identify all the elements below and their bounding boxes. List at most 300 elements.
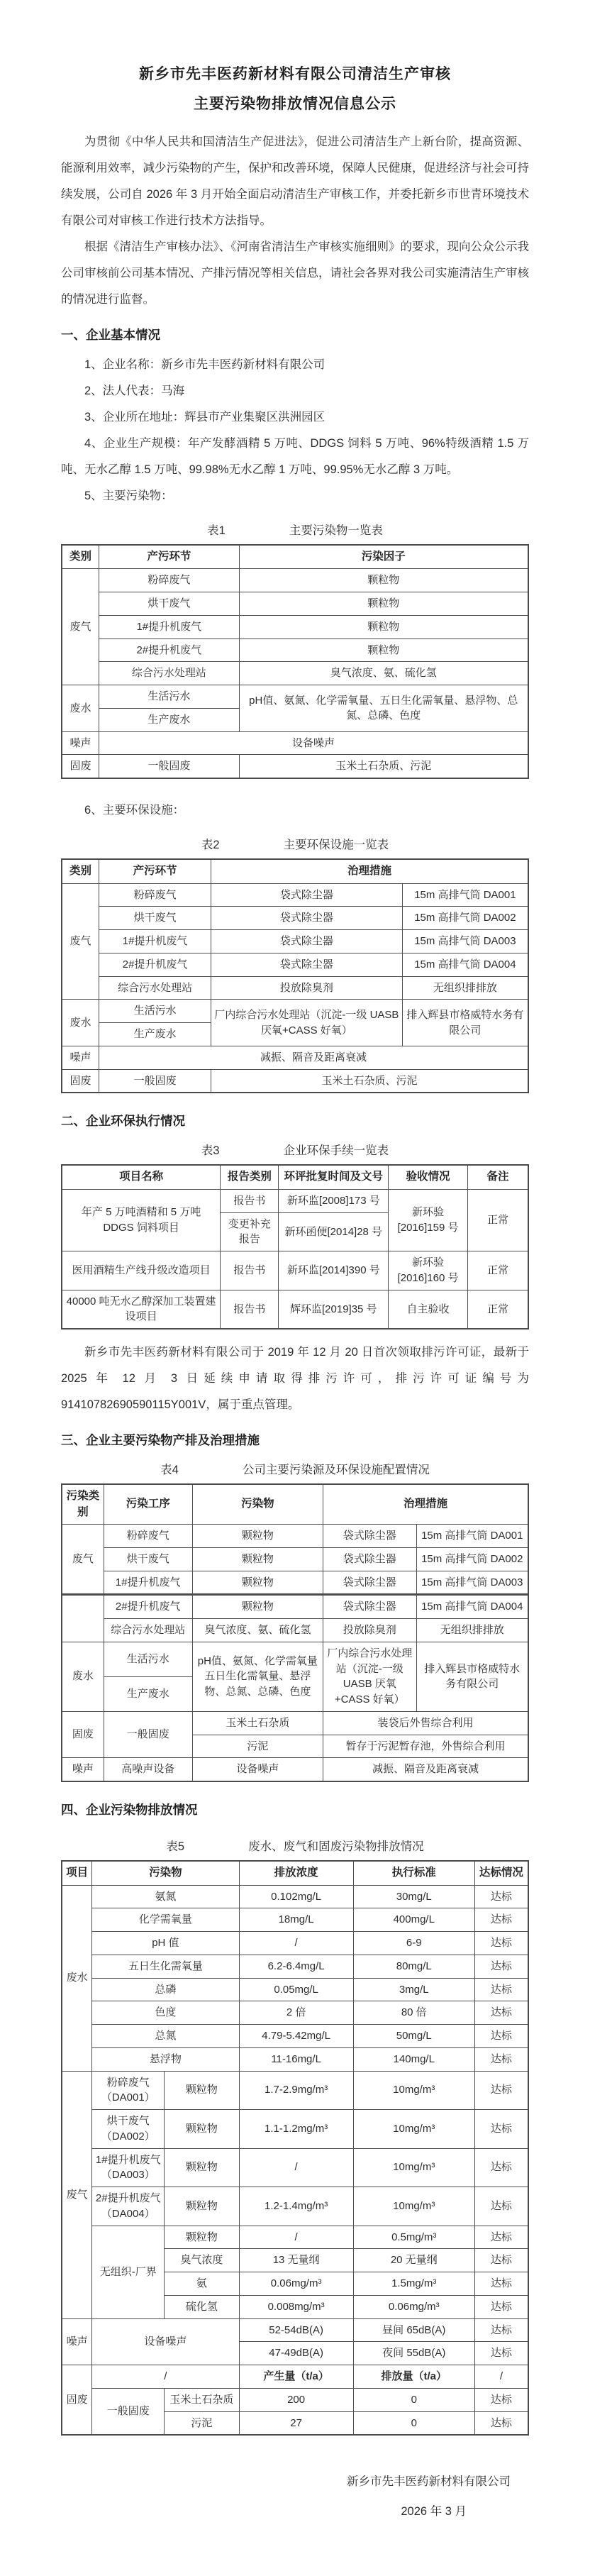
table-row bbox=[62, 592, 528, 616]
table-cell: 排入辉县市格威特水务有限公司 bbox=[402, 1000, 528, 1046]
table-header-row bbox=[62, 1484, 528, 1524]
table-cell: 排入辉县市格威特水务有限公司 bbox=[416, 1642, 528, 1711]
intro-paragraph-1: 为贯彻《中华人民共和国清洁生产促进法》，促进公司清洁生产上新台阶，提高资源、能源利用效率，减少污染物的产生，保护和改善环境，保障人民健康，促进经济与社会可持续发展，公司自 2026 年 3 月开始全面启动清洁生产审核工作，并委托新乡市世青环境技术有限公司对审核工作进行技术方法指导。 bbox=[61, 136, 529, 227]
table-cell: 颗粒物 bbox=[192, 1595, 323, 1619]
table-cell: 自主验收 bbox=[389, 1290, 468, 1329]
table-cell: 设备噪声 bbox=[92, 2318, 239, 2365]
table-cell: 固废 bbox=[62, 1711, 104, 1758]
table-cell: 50mg/L bbox=[353, 2025, 474, 2048]
table-row bbox=[62, 639, 528, 662]
table5-label: 表5 bbox=[166, 1840, 185, 1854]
table-cell: 一般固废 bbox=[99, 1069, 211, 1093]
table-cell: 达标 bbox=[474, 2025, 528, 2048]
table-cell: 13 无量纲 bbox=[239, 2249, 353, 2272]
table-cell: 设备噪声 bbox=[192, 1758, 323, 1781]
table-cell: 15m 高排气筒 DA002 bbox=[402, 907, 528, 930]
table-cell: 11-16mg/L bbox=[239, 2047, 353, 2071]
table-cell: 4.79-5.42mg/L bbox=[239, 2025, 353, 2048]
table-cell: 综合污水处理站 bbox=[104, 1619, 192, 1642]
table-cell: 无组织排排放 bbox=[416, 1619, 528, 1642]
table-cell: 生产废水 bbox=[99, 1023, 211, 1046]
table4-caption bbox=[61, 1460, 529, 1477]
table1-title: 主要污染物一览表 bbox=[289, 524, 383, 537]
table5-caption bbox=[61, 1837, 529, 1854]
table-row bbox=[62, 1595, 528, 1619]
table-cell: / bbox=[239, 2148, 353, 2187]
table-cell: 18mg/L bbox=[239, 1908, 353, 1932]
table-cell: 1#提升机废气 bbox=[99, 930, 211, 953]
table-cell: 2#提升机废气 bbox=[99, 639, 239, 662]
table-cell: 一般固废 bbox=[92, 2388, 165, 2435]
table-cell: 15m 高排气筒 DA001 bbox=[402, 883, 528, 907]
table-cell: 氨氮 bbox=[92, 1885, 239, 1908]
table-cell: 玉米土石杂质、污泥 bbox=[211, 1069, 528, 1093]
table-row bbox=[62, 2001, 528, 2025]
table-cell: 报告书 bbox=[221, 1251, 279, 1290]
table-row bbox=[62, 953, 528, 976]
table-cell: 生活污水 bbox=[99, 1000, 211, 1023]
table-cell: 颗粒物 bbox=[192, 1525, 323, 1548]
table-cell: 颗粒物 bbox=[239, 569, 528, 592]
table-cell: 200 bbox=[239, 2388, 353, 2411]
table-row bbox=[62, 2365, 528, 2389]
table-row bbox=[62, 1046, 528, 1069]
table-cell: 袋式除尘器 bbox=[323, 1547, 416, 1571]
table-cell: 变更补充报告 bbox=[221, 1212, 279, 1251]
table-cell: 达标 bbox=[474, 2226, 528, 2249]
table-cell: 0.5mg/m³ bbox=[353, 2226, 474, 2249]
table-cell: 达标 bbox=[474, 2272, 528, 2296]
table-row bbox=[62, 1000, 528, 1023]
table-cell: 废水 bbox=[62, 1000, 99, 1046]
table-cell: 颗粒物 bbox=[165, 2148, 239, 2187]
table1-label: 表1 bbox=[207, 524, 226, 537]
table-cell: 高噪声设备 bbox=[104, 1758, 192, 1781]
table-cell: 噪声 bbox=[62, 2318, 92, 2365]
table-row bbox=[62, 2226, 528, 2249]
table-row bbox=[62, 1525, 528, 1548]
table-cell: 达标 bbox=[474, 2318, 528, 2342]
signature-date: 2026 年 3 月 bbox=[401, 2505, 467, 2519]
table-cell: 袋式除尘器 bbox=[323, 1571, 416, 1595]
table-cell: 生产废水 bbox=[104, 1676, 192, 1711]
table-cell: 袋式除尘器 bbox=[211, 883, 403, 907]
table-cell: 颗粒物 bbox=[165, 2226, 239, 2249]
table-cell: 达标 bbox=[474, 2342, 528, 2365]
table-cell: / bbox=[239, 2226, 353, 2249]
table-cell: 颗粒物 bbox=[239, 592, 528, 616]
table-header-cell: 污染物 bbox=[92, 1861, 239, 1885]
table-row bbox=[62, 731, 528, 755]
table-row bbox=[62, 1189, 528, 1212]
table-row bbox=[62, 569, 528, 592]
table-cell: 15m 高排气筒 DA001 bbox=[416, 1525, 528, 1548]
table-row bbox=[62, 907, 528, 930]
table-cell: 报告书 bbox=[221, 1290, 279, 1329]
basic-info-item-4: 4、企业生产规模：年产发酵酒精 5 万吨、DDGS 饲料 5 万吨、96%特级酒精 1.5 万吨、无水乙醇 1.5 万吨、99.98%无水乙醇 1 万吨、99.95%无水乙醇 3 万吨。 bbox=[61, 437, 529, 476]
table-cell: 10mg/m³ bbox=[353, 2071, 474, 2110]
table-cell: 总磷 bbox=[92, 1978, 239, 2001]
table-header-cell: 类别 bbox=[62, 545, 99, 569]
table-header-cell: 治理措施 bbox=[323, 1484, 528, 1524]
table-header-cell: 排放浓度 bbox=[239, 1861, 353, 1885]
table-cell: 2#提升机废气 bbox=[104, 1595, 192, 1619]
table-cell: 颗粒物 bbox=[165, 2187, 239, 2226]
table-cell: 厂内综合污水处理站（沉淀-一级 UASB 厌氧+CASS 好氧） bbox=[323, 1642, 416, 1711]
table-row bbox=[62, 1642, 528, 1676]
table-cell: 2 倍 bbox=[239, 2001, 353, 2025]
table-cell: 15m 高排气筒 DA002 bbox=[416, 1547, 528, 1571]
table5-title: 废水、废气和固废污染物排放情况 bbox=[248, 1840, 424, 1854]
table-cell: 综合污水处理站 bbox=[99, 976, 211, 1000]
intro-section bbox=[61, 129, 529, 313]
table-cell: 正常 bbox=[467, 1290, 528, 1329]
table-cell: 臭气浓度、氨、硫化氢 bbox=[239, 662, 528, 685]
table4-label: 表4 bbox=[160, 1464, 179, 1477]
table-cell: 10mg/m³ bbox=[353, 2148, 474, 2187]
table-cell: 烘干废气 bbox=[99, 907, 211, 930]
table-header-row bbox=[62, 545, 528, 569]
table-cell: 1#提升机废气 bbox=[104, 1571, 192, 1595]
table-cell: 达标 bbox=[474, 2411, 528, 2435]
table-cell: 减振、隔音及距离衰减 bbox=[323, 1758, 528, 1781]
table4-pollution-sources bbox=[61, 1483, 529, 1782]
table-cell: / bbox=[239, 1932, 353, 1955]
table-cell: 废气 bbox=[62, 883, 99, 1000]
table-row bbox=[62, 1932, 528, 1955]
table-header-cell: 环评批复时间及文号 bbox=[279, 1165, 389, 1189]
section2-heading: 二、企业环保执行情况 bbox=[61, 1114, 185, 1129]
table-cell: / bbox=[474, 2365, 528, 2389]
table-row bbox=[62, 685, 528, 709]
table-cell: 0.102mg/L bbox=[239, 1885, 353, 1908]
table-cell: 0 bbox=[353, 2411, 474, 2435]
table-row bbox=[62, 1758, 528, 1781]
table-cell: 无组织-厂界 bbox=[92, 2226, 165, 2318]
table-cell: 3mg/L bbox=[353, 1978, 474, 2001]
table-cell: 达标 bbox=[474, 2047, 528, 2071]
signature-block bbox=[61, 2467, 529, 2526]
table-row bbox=[62, 976, 528, 1000]
intro-paragraph-2: 根据《清洁生产审核办法》、《河南省清洁生产审核实施细则》的要求，现向公众公示我公司审核前公司基本情况、产排污情况等相关信息，请社会各界对我公司实施清洁生产审核的情况进行监督。 bbox=[61, 241, 529, 306]
table-cell: 2#提升机废气 bbox=[99, 953, 211, 976]
doc-title-line1: 新乡市先丰医药新材料有限公司清洁生产审核 bbox=[139, 66, 451, 82]
table-cell: 粉碎废气 bbox=[104, 1525, 192, 1548]
table-cell: 新环函便[2014]28 号 bbox=[279, 1212, 389, 1251]
table-cell: 一般固废 bbox=[99, 755, 239, 778]
table-cell: 40000 吨无水乙醇深加工装置建设项目 bbox=[62, 1290, 221, 1329]
table-cell: 达标 bbox=[474, 1978, 528, 2001]
table-cell: 140mg/L bbox=[353, 2047, 474, 2071]
table-cell: 烘干废气 bbox=[104, 1547, 192, 1571]
table-header-cell: 污染类别 bbox=[62, 1484, 104, 1524]
table-cell: 15m 高排气筒 DA004 bbox=[416, 1595, 528, 1619]
table-cell: 达标 bbox=[474, 2071, 528, 2110]
table-cell: 0.06mg/m³ bbox=[353, 2295, 474, 2318]
table-cell: 30mg/L bbox=[353, 1885, 474, 1908]
table-cell: 投放除臭剂 bbox=[323, 1619, 416, 1642]
table-cell: 报告书 bbox=[221, 1189, 279, 1212]
table-cell: 粉碎废气 bbox=[99, 569, 239, 592]
table-cell: 新环监[2008]173 号 bbox=[279, 1189, 389, 1212]
table-cell: 达标 bbox=[474, 1932, 528, 1955]
table-cell: / bbox=[92, 2365, 239, 2389]
table-row bbox=[62, 2025, 528, 2048]
table-cell: 硫化氢 bbox=[165, 2295, 239, 2318]
basic-info-item-3: 3、企业所在地址：辉县市产业集聚区洪洲园区 bbox=[84, 411, 325, 424]
table-cell: 0.06mg/m³ bbox=[239, 2272, 353, 2296]
table-cell: 废水 bbox=[62, 1885, 92, 2071]
table2-title: 主要环保设施一览表 bbox=[283, 839, 389, 852]
table-cell: 昼间 65dB(A) bbox=[353, 2318, 474, 2342]
table-header-cell: 验收情况 bbox=[389, 1165, 468, 1189]
table-cell: 氨 bbox=[165, 2272, 239, 2296]
table-header-cell: 达标情况 bbox=[474, 1861, 528, 1885]
table-cell: 废气 bbox=[62, 1525, 104, 1595]
table-cell: 烘干废气 bbox=[99, 592, 239, 616]
table-row bbox=[62, 2110, 528, 2149]
table-cell: 1.2-1.4mg/m³ bbox=[239, 2187, 353, 2226]
table-cell: 废水 bbox=[62, 685, 99, 732]
doc-title-line2: 主要污染物排放情况信息公示 bbox=[194, 96, 396, 112]
basic-info-item-5: 5、主要污染物： bbox=[84, 490, 173, 502]
table-cell: 总氮 bbox=[92, 2025, 239, 2048]
table-row bbox=[62, 2318, 528, 2342]
table-cell: 6.2-6.4mg/L bbox=[239, 1955, 353, 1978]
table-header-cell: 项目名称 bbox=[62, 1165, 221, 1189]
table-cell: 废气 bbox=[62, 569, 99, 685]
table-cell: 达标 bbox=[474, 2187, 528, 2226]
table-row bbox=[62, 1711, 528, 1735]
table-cell: 污泥 bbox=[165, 2411, 239, 2435]
table-cell: 年产 5 万吨酒精和 5 万吨 DDGS 饲料项目 bbox=[62, 1189, 221, 1251]
table1-caption bbox=[61, 521, 529, 538]
table-cell: 颗粒物 bbox=[239, 639, 528, 662]
table-cell: 产生量（t/a） bbox=[239, 2365, 353, 2389]
table-cell: 80mg/L bbox=[353, 1955, 474, 1978]
table-row bbox=[62, 2047, 528, 2071]
table-cell: 废水 bbox=[62, 1642, 104, 1711]
table-cell: 1.1-1.2mg/m³ bbox=[239, 2110, 353, 2149]
table-cell: 废气 bbox=[62, 2071, 92, 2318]
table-cell: 噪声 bbox=[62, 1758, 104, 1781]
table-cell: 20 无量纲 bbox=[353, 2249, 474, 2272]
basic-info-item-2: 2、法人代表：马海 bbox=[84, 385, 185, 397]
table-cell: 27 bbox=[239, 2411, 353, 2435]
table-header-cell: 执行标准 bbox=[353, 1861, 474, 1885]
table-cell: 达标 bbox=[474, 1955, 528, 1978]
table4-title: 公司主要污染源及环保设施配置情况 bbox=[242, 1464, 430, 1477]
table-header-cell: 污染工序 bbox=[104, 1484, 192, 1524]
table5-emission-status bbox=[61, 1860, 529, 2436]
table-row bbox=[62, 1547, 528, 1571]
table-header-cell: 类别 bbox=[62, 859, 99, 883]
table-cell: 47-49dB(A) bbox=[239, 2342, 353, 2365]
table2-caption bbox=[61, 835, 529, 852]
table3-title: 企业环保手续一览表 bbox=[283, 1144, 389, 1158]
table-cell: pH值、氨氮、化学需氧量五日生化需氧量、悬浮物、总氮、总磷、色度 bbox=[192, 1642, 323, 1711]
table-cell: 达标 bbox=[474, 2295, 528, 2318]
table-cell: 颗粒物 bbox=[192, 1547, 323, 1571]
table-row bbox=[62, 1290, 528, 1329]
table-cell: 达标 bbox=[474, 2110, 528, 2149]
table-cell: 0 bbox=[353, 2388, 474, 2411]
table-row bbox=[62, 1619, 528, 1642]
table-cell: 达标 bbox=[474, 1908, 528, 1932]
table-cell: 颗粒物 bbox=[239, 615, 528, 639]
table-cell-empty bbox=[62, 1595, 104, 1642]
table-row bbox=[62, 755, 528, 778]
table-cell: 设备噪声 bbox=[99, 731, 528, 755]
table-header-cell: 报告类别 bbox=[221, 1165, 279, 1189]
table-cell: 综合污水处理站 bbox=[99, 662, 239, 685]
table-cell: 达标 bbox=[474, 2148, 528, 2187]
permit-paragraph: 新乡市先丰医药新材料有限公司于 2019 年 12 月 20 日首次领取排污许可证，最新于 2025 年 12 月 3 日延续申请取得排污许可，排污许可证编号为 91410782690590115Y001V，属于重点管理。 bbox=[61, 1346, 529, 1412]
table-row bbox=[62, 2071, 528, 2110]
table-cell: pH 值 bbox=[92, 1932, 239, 1955]
table-cell: 厂内综合污水处理站（沉淀-一级 UASB 厌氧+CASS 好氧） bbox=[211, 1000, 403, 1046]
table-cell: 玉米土石杂质、污泥 bbox=[239, 755, 528, 778]
table-cell: 粉碎废气 bbox=[99, 883, 211, 907]
table-cell: 0.05mg/L bbox=[239, 1978, 353, 2001]
table-cell: 1.7-2.9mg/m³ bbox=[239, 2071, 353, 2110]
table-cell: 噪声 bbox=[62, 1046, 99, 1069]
table-row bbox=[62, 1069, 528, 1093]
section1-heading: 一、企业基本情况 bbox=[61, 328, 160, 342]
table-cell: 污泥 bbox=[192, 1735, 323, 1758]
table2-environmental-facilities bbox=[61, 858, 529, 1093]
section4-heading: 四、企业污染物排放情况 bbox=[61, 1803, 198, 1818]
table-cell: 15m 高排气筒 DA003 bbox=[402, 930, 528, 953]
table-header-cell: 备注 bbox=[467, 1165, 528, 1189]
table-cell: 生活污水 bbox=[99, 685, 239, 709]
table-cell: 52-54dB(A) bbox=[239, 2318, 353, 2342]
table-cell: 袋式除尘器 bbox=[211, 907, 403, 930]
table-cell: 生产废水 bbox=[99, 708, 239, 731]
table-cell: 袋式除尘器 bbox=[323, 1525, 416, 1548]
basic-info-item-6: 6、主要环保设施： bbox=[84, 804, 185, 817]
table3-permit-procedures bbox=[61, 1164, 529, 1330]
table-row bbox=[62, 883, 528, 907]
table-cell: 10mg/m³ bbox=[353, 2110, 474, 2149]
table-cell: 正常 bbox=[467, 1189, 528, 1251]
table-cell: 化学需氧量 bbox=[92, 1908, 239, 1932]
table-cell: 6-9 bbox=[353, 1932, 474, 1955]
table-row bbox=[62, 1885, 528, 1908]
table-row bbox=[62, 2187, 528, 2226]
table1-main-pollutants bbox=[61, 544, 529, 779]
table-row bbox=[62, 662, 528, 685]
table-header-cell: 产污环节 bbox=[99, 545, 239, 569]
table-cell: 噪声 bbox=[62, 731, 99, 755]
table-cell: 一般固废 bbox=[104, 1711, 192, 1758]
table2-label: 表2 bbox=[201, 839, 220, 852]
table-cell: 减振、隔音及距离衰减 bbox=[99, 1046, 528, 1069]
table-cell: 臭气浓度、氨、硫化氢 bbox=[192, 1619, 323, 1642]
table-row bbox=[62, 2148, 528, 2187]
section3-heading: 三、企业主要污染物产排及治理措施 bbox=[61, 1433, 260, 1448]
table-cell: 生活污水 bbox=[104, 1642, 192, 1676]
table-cell: 烘干废气（DA002） bbox=[92, 2110, 165, 2149]
table-cell: 10mg/m³ bbox=[353, 2187, 474, 2226]
table-header-cell: 污染物 bbox=[192, 1484, 323, 1524]
table-cell: 新环监[2014]390 号 bbox=[279, 1251, 389, 1290]
table-cell: 固废 bbox=[62, 1069, 99, 1093]
table-cell: 袋式除尘器 bbox=[211, 953, 403, 976]
table-cell: 2#提升机废气（DA004） bbox=[92, 2187, 165, 2226]
table-cell: 装袋后外售综合利用 bbox=[323, 1711, 528, 1735]
table-cell: 1#提升机废气（DA003） bbox=[92, 2148, 165, 2187]
table-row bbox=[62, 2388, 528, 2411]
table-cell: 排放量（t/a） bbox=[353, 2365, 474, 2389]
table-header-cell: 污染因子 bbox=[239, 545, 528, 569]
table-cell: 臭气浓度 bbox=[165, 2249, 239, 2272]
table-cell: 粉碎废气（DA001） bbox=[92, 2071, 165, 2110]
table-cell: 悬浮物 bbox=[92, 2047, 239, 2071]
table-cell: 15m 高排气筒 DA003 bbox=[416, 1571, 528, 1595]
table-cell: 颗粒物 bbox=[192, 1571, 323, 1595]
table-cell: 暂存于污泥暂存池，外售综合利用 bbox=[323, 1735, 528, 1758]
signature-company: 新乡市先丰医药新材料有限公司 bbox=[347, 2475, 511, 2489]
table-cell: 投放除臭剂 bbox=[211, 976, 403, 1000]
table-header-cell: 产污环节 bbox=[99, 859, 211, 883]
table-cell: 无组织排排放 bbox=[402, 976, 528, 1000]
table-cell: 正常 bbox=[467, 1251, 528, 1290]
table-header-cell: 治理措施 bbox=[211, 859, 528, 883]
table-header-cell: 项目 bbox=[62, 1861, 92, 1885]
table-cell: 五日生化需氧量 bbox=[92, 1955, 239, 1978]
table-cell: 袋式除尘器 bbox=[323, 1595, 416, 1619]
table-cell: 400mg/L bbox=[353, 1908, 474, 1932]
table-cell: 辉环监[2019]35 号 bbox=[279, 1290, 389, 1329]
table-row bbox=[62, 930, 528, 953]
table-cell: 色度 bbox=[92, 2001, 239, 2025]
doc-title bbox=[61, 60, 529, 119]
table-cell: 玉米土石杂质 bbox=[165, 2388, 239, 2411]
table-cell: 达标 bbox=[474, 2249, 528, 2272]
table-header-row bbox=[62, 1861, 528, 1885]
table-row bbox=[62, 1908, 528, 1932]
table-row bbox=[62, 1571, 528, 1595]
table-cell: 1#提升机废气 bbox=[99, 615, 239, 639]
table-row bbox=[62, 1978, 528, 2001]
table-cell: pH值、氨氮、化学需氧量、五日生化需氧量、悬浮物、总氮、总磷、色度 bbox=[239, 685, 528, 732]
table-cell: 达标 bbox=[474, 2001, 528, 2025]
table-cell: 0.008mg/m³ bbox=[239, 2295, 353, 2318]
table-cell: 袋式除尘器 bbox=[211, 930, 403, 953]
basic-info-item-1: 1、企业名称：新乡市先丰医药新材料有限公司 bbox=[84, 358, 325, 371]
table-row bbox=[62, 615, 528, 639]
table-cell: 1.5mg/m³ bbox=[353, 2272, 474, 2296]
table-cell: 玉米土石杂质 bbox=[192, 1711, 323, 1735]
table-row bbox=[62, 1955, 528, 1978]
table-header-row bbox=[62, 1165, 528, 1189]
table3-label: 表3 bbox=[201, 1144, 220, 1158]
table-cell: 新环验[2016]159 号 bbox=[389, 1189, 468, 1251]
table-cell: 15m 高排气筒 DA004 bbox=[402, 953, 528, 976]
table-cell: 颗粒物 bbox=[165, 2071, 239, 2110]
table-cell: 固废 bbox=[62, 2365, 92, 2436]
table-row bbox=[62, 1251, 528, 1290]
table-header-row bbox=[62, 859, 528, 883]
table-cell: 新环验[2016]160 号 bbox=[389, 1251, 468, 1290]
table-cell: 固废 bbox=[62, 755, 99, 778]
table-cell: 达标 bbox=[474, 2388, 528, 2411]
table3-caption bbox=[61, 1141, 529, 1158]
table-cell: 夜间 55dB(A) bbox=[353, 2342, 474, 2365]
table-cell: 达标 bbox=[474, 1885, 528, 1908]
table-cell: 医用酒精生产线升级改造项目 bbox=[62, 1251, 221, 1290]
